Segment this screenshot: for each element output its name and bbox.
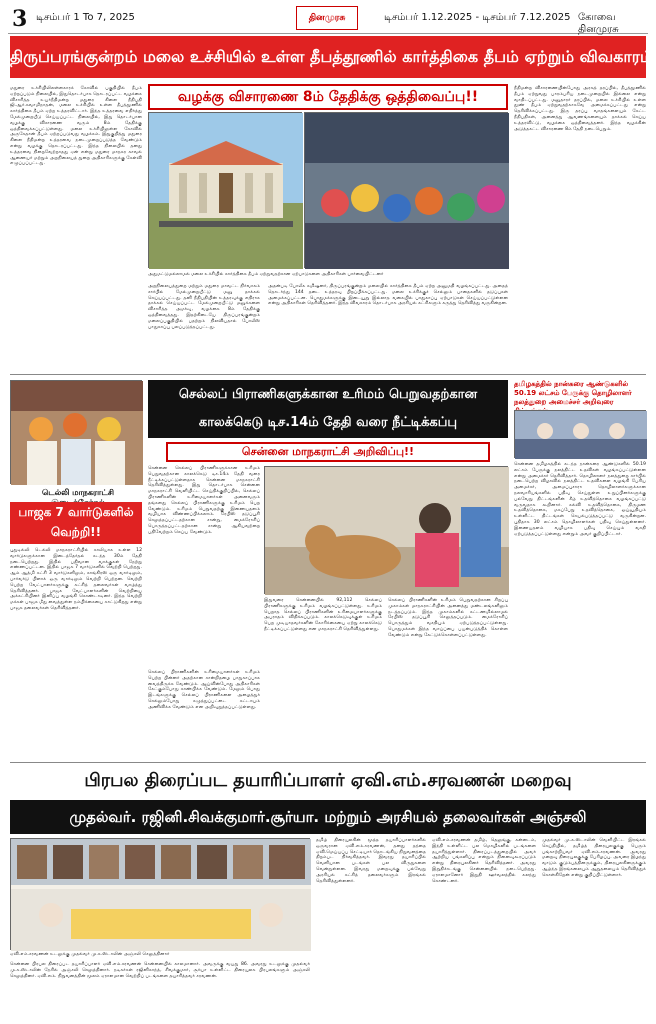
story1-column-1: மதுரை உச்சியிலிலள்ளகாரக் கோவில் பகுதியில் தீபம் ஏற்றப்படும் நிலையில், இதுதொடர்பாக தொடரப்பட்ட வழக்கை விசாரித்த உயர்நீதிமன்ற மதுரை கிளை நீதிபதி ஜி.ஆர்.சுவாமிநாதன், மலை உச்சியில் உள்ள தீபத்தூணில் கார்த்திகை தீபம் ஏற்ற உத்தரவிட்டார். இந்த உத்தரவை எதிர்த்து மேல்முறையீடு செய்யப்பட்ட நிலையில், இது தொடர்பான வழக்கு விசாரணை வரும் 8ம் தேதிக்கு ஒத்திவைக்கப்பட்டுள்ளது. மலை உச்சியிலுள்ள கோவில் அருகேதான் தீபம் ஏற்றப்படுவது வழக்கம். இதுகுறித்து மதுரை கிளை நீதிமன்ற உத்தரவை நடைமுறைப்படுத்த வேண்டும் என்று வழக்கு தொடரப்பட்டது. இந்த நிலையில் தனது உத்தரவை நிறைவேற்றாதது ஏன் என்று மதுரை மாநகர காவல் ஆணையர் மற்றும் அறநிலையத் துறை அதிகாரிகளுக்கு கேள்வி எழுப்பப்பட்டது. — [10, 86, 142, 167]
story1-photo-court — [148, 112, 302, 268]
story2-headline: செல்லப் பிராணிகளுக்கான உரிமம் பெறுவதற்கான காலக்கெடு டிச.14ம் தேதி வரை நீட்டிக்கப்பு — [148, 380, 508, 438]
story1-photo-caption: அதுமட்டுமல்லாமல் மலை உச்சியில் கார்த்திகை தீபம் ஏற்றுவதற்கான ஏற்பாடுகளை அதிகாரிகள் பார்வையிட்டனர் — [148, 272, 384, 277]
story4-headline: தமிழகத்தில் நான்கரை ஆண்டுகளில் 50.19 லட்சம் பேருக்கு தொழிலாளர் நலத்துறை அமைச்சர் அறிவுரை — [514, 380, 632, 406]
page-masthead — [8, 4, 648, 34]
story1-column-4: நீதிமன்ற விசாரணையின்போது அரசுத் தரப்பில், தீபத்தூணில் தீபம் ஏற்றுவது பாரம்பரிய நடைமுறையில் இல்லை என்று வாதிடப்பட்டது. மனுதாரர் தரப்பில், மலை உச்சியில் உள்ள தூண் தீபம் ஏற்றுவதற்காகவே அமைக்கப்பட்டது என்று தெரிவிக்கப்பட்டது. இரு தரப்பு வாதங்களையும் கேட்ட நீதிபதிகள், அனைத்து ஆவணங்களையும் தாக்கல் செய்ய உத்தரவிட்டு, வழக்கை ஒத்திவைத்தனர். இந்த வழக்கின் அடுத்தகட்ட விசாரணை 8ம் தேதி நடைபெறும். — [514, 86, 646, 132]
story2-photo — [264, 466, 508, 594]
story2-column-1: சென்னை செல்லப் பிராணிகளுக்கான உரிமம் பெறுவதற்கான காலக்கெடு டிச.14ம் தேதி வரை நீட்டிக்கப்பட்டுள்ளதாக சென்னை மாநகராட்சி தெரிவித்துள்ளது. இது தொடர்பாக சென்னை மாநகராட்சி வெளியிட்ட செய்திக்குறிப்பில், செல்லப் பிராணிகளின் உரிமையாளர்கள் அனைவரும் தங்களது செல்லப் பிராணிகளுக்கு உரிமம் பெற வேண்டும். உரிமம் பெறுவதற்கு இணையதளம் வழியாக விண்ணப்பிக்கலாம். ரேபிஸ் தடுப்பூசி செலுத்தப்பட்டதற்கான சான்று, மைக்ரோசிப் பொருத்தப்பட்டதற்கான சான்று ஆகியவற்றை பதிவேற்றம் செய்ய வேண்டும். — [148, 466, 260, 535]
story1-column-3: அதன்படி போலீசு கமிஷனர், திருப்பரங்குன்றம் மலையில் கார்த்திகை தீபம் ஏற்ற அனுமதி வழங்கப்பட்டது. அதைத் தொடர்ந்து 144 தடை உத்தரவு பிறப்பிக்கப்பட்டது. மலை உச்சிக்குச் செல்லும் பாதைகளில் தடுப்புகள் அமைக்கப்பட்டன. பொதுமக்களுக்கு இடையூறு இல்லாத வகையில் பாதுகாப்பு ஏற்பாடுகள் செய்யப்பட்டுள்ளன என்று அதிகாரிகள் தெரிவித்தனர். இந்த விவகாரம் தொடர்பாக அரசியல் கட்சிகளும் கருத்து தெரிவித்து வருகின்றன. — [268, 284, 508, 307]
story3-body: புதுடில்லி டெல்லி மாநகராட்சியில் காலியாக உள்ள 12 வார்டுகளுக்கான இடைத்தேர்தல் கடந்த 30ம் தேதி நடைபெற்றது. இதில் பதிவான வாக்குகள் நேற்று எண்ணப்பட்டன. இதில் பாஜக 7 வார்டுகளில் வெற்றி பெற்றது. ஆம் ஆத்மி கட்சி 3 வார்டுகளிலும், காங்கிரஸ் ஒரு வார்டிலும், பார்வர்டு பிளாக் ஒரு வார்டிலும் வெற்றி பெற்றன. வெற்றி பெற்ற வேட்பாளர்களுக்கு கட்சித் தலைவர்கள் வாழ்த்து தெரிவித்தனர். பாஜக வேட்பாளர்களின் வெற்றியை அக்கட்சியினர் இனிப்பு வழங்கி கொண்டாடினர். இந்த வெற்றி மக்கள் பாஜக மீது வைத்துள்ள நம்பிக்கையை காட்டுகிறது என்று பாஜக தலைவர்கள் தெரிவித்தனர். — [10, 548, 142, 611]
story5-headline: பிரபல திரைப்பட தயாரிப்பாளர் ஏவி.எம்.சரவணன் மறைவு — [84, 770, 572, 791]
story3-subhead: பாஜக 7 வார்டுகளில் வெற்றி!! — [10, 502, 142, 544]
story1-kicker: வழக்கு விசாரணை 8ம் தேதிக்கு ஒத்திவைப்பு!! — [148, 84, 508, 110]
story4-body: சென்னை தமிழகத்தில் கடந்த நான்கரை ஆண்டுகளில் 50.19 லட்சம் பேருக்கு நலத்திட்ட உதவிகள் வழங்கப்பட்டுள்ளன என்று அமைச்சர் தெரிவித்தார். தொழிலாளர் நலத்துறை சார்பில் நடைபெற்ற விழாவில் நலத்திட்ட உதவிகளை வழங்கி பேசிய அமைச்சர், அமைப்புசாரா தொழிலாளர்களுக்கான நலவாரியங்களில் பதிவு செய்துள்ள உறுப்பினர்களுக்கு பல்வேறு திட்டங்களின் கீழ் உதவித்தொகை வழங்கப்பட்டு வருவதாக கூறினார். கல்வி உதவித்தொகை, திருமண உதவித்தொகை, மகப்பேறு உதவித்தொகை, ஓய்வூதியம் உள்ளிட்ட திட்டங்கள் செயல்படுத்தப்பட்டு வருகின்றன. புதிதாக 30 லட்சம் தொழிலாளர்கள் பதிவு செய்துள்ளனர். இணையதளம் வழியாக பதிவு செய்யும் வசதி ஏற்படுத்தப்பட்டுள்ளது என்றும் அவர் குறிப்பிட்டார். — [514, 462, 646, 537]
story4-photo — [514, 410, 646, 458]
story5-subhead: முதல்வர். ரஜினி.சிவக்குமார்.சூர்யா. மற்றும் அரசியல் தலைவர்கள் அஞ்சலி — [10, 800, 646, 834]
story3-photo — [10, 380, 142, 484]
left-dateline: டிசம்பர் 1 To 7, 2025 — [36, 12, 135, 23]
story2-column-3: செல்லப் பிராணிகளின் உரிமம் பெறுவதற்கான சிறப்பு முகாம்கள் மாநகராட்சியின் அனைத்து மண்டலங்களிலும் நடத்தப்படும். இந்த முகாம்களில் கட்டணமில்லாமல் ரேபிஸ் தடுப்பூசி செலுத்தப்படும். மைக்ரோசிப் பொருத்தும் வசதியும் ஏற்படுத்தப்பட்டுள்ளது. பொதுமக்கள் இந்த வாய்ப்பை பயன்படுத்திக் கொள்ள வேண்டும் என்று கேட்டுக்கொள்ளப்பட்டுள்ளது. — [388, 598, 508, 638]
story5-column-4: முதல்வர் மு.க.ஸ்டாலின் வெளியிட்ட இரங்கல் செய்தியில், தமிழ்த் திரையுலகுக்கு பெரும் பங்காற்றியவர் ஏவி.எம்.சரவணன். அவரது மறைவு திரையுலகுக்கு பேரிழப்பு. அவரை இழந்து வாடும் குடும்பத்தினருக்கும், திரையுலகினருக்கும் ஆழ்ந்த இரங்கலையும் ஆறுதலையும் தெரிவித்துக் கொள்கிறேன் என்று குறிப்பிட்டுள்ளார். — [542, 838, 646, 878]
newspaper-logo: தினமுரசு — [296, 6, 358, 30]
story3-headline: டெல்லி மாநகராட்சி — [42, 488, 114, 497]
story5-column-1: சென்னை பிரபல திரைப்பட தயாரிப்பாளர் ஏவி.எம்.சரவணன் சென்னையில் காலமானார். அவருக்கு வயது 86. அவரது உடலுக்கு முதல்வர் மு.க.ஸ்டாலின் நேரில் அஞ்சலி செலுத்தினார். நடிகர்கள் ரஜினிகாந்த், சிவக்குமார், சூர்யா உள்ளிட்ட திரையுலக பிரபலங்களும் அஞ்சலி செலுத்தினர். ஏவி.எம். நிறுவனத்தின் மூலம் ஏராளமான வெற்றிப் படங்களை தயாரித்தவர் சரவணன். — [10, 962, 310, 979]
story5-column-2: தமிழ் திரையுலகின் மூத்த தயாரிப்பாளர்களில் ஒருவரான ஏவி.எம்.சரவணன், தனது தந்தை ஏவி.மெய்யப்ப செட்டியார் தொடங்கிய நிறுவனத்தை திறம்பட நிர்வகித்தவர். இவரது தயாரிப்பில் வெளியான படங்கள் பல விருதுகளை வென்றுள்ளன. இவரது மறைவுக்கு பல்வேறு அரசியல் கட்சித் தலைவர்களும் இரங்கல் தெரிவித்துள்ளனர். — [316, 838, 426, 884]
section-divider-1 — [10, 374, 646, 375]
story1-photo-crowd — [304, 112, 508, 268]
edition-name: கோவை தினமுரசு — [578, 12, 619, 35]
story5-photo-caption: ஏவி.எம்.சரவணன் உடலுக்கு முதல்வர் மு.க.ஸ்டாலின் அஞ்சலி செலுத்தினார் — [10, 952, 170, 957]
story1-column-2: அறநிலையத்துறை மற்றும் மதுரை மாவட்ட நிர்வாகம் சார்பில் மேல்முறையீட்டு மனு தாக்கல் செய்யப்பட்டது. தனி நீதிபதியின் உத்தரவுக்கு எதிராக தாக்கல் செய்யப்பட்ட மேல்முறையீட்டு மனுக்களை விசாரித்த அமர்வு, வழக்கை 8ம் தேதிக்கு ஒத்திவைத்தது. இதற்கிடையே திருப்பரங்குன்றம் மலைப்பகுதியில் பதற்றம் நிலவியதால் போலீஸ் பாதுகாப்பு பலப்படுத்தப்பட்டது. — [148, 284, 260, 330]
page-number: 3 — [12, 6, 28, 32]
story5-column-3: ஏவி.எம்.சரவணன் தமிழ், தெலுங்கு, கன்னடம், இந்தி உள்ளிட்ட பல மொழிகளில் படங்களை தயாரித்துள்ளார். திரைப்படத்துறையில் அவர் ஆற்றிய பங்களிப்பு என்றும் நினைவுகூரப்படும் என்று திரையுலகினர் தெரிவித்தனர். அவரது இறுதிச்சடங்கு சென்னையில் நடைபெற்றது. ஏராளமானோர் இறுதி ஊர்வலத்தில் கலந்து கொண்டனர். — [432, 838, 536, 884]
story5-photo — [10, 838, 310, 950]
right-dateline: டிசம்பர் 1.12.2025 - டிசம்பர் 7.12.2025 — [384, 12, 571, 23]
story2-column-4: செல்லப் பிராணிகளின் உரிமையாளர்கள் உரிமம் பெற்ற பின்னர் அதற்கான சான்றிதழை பாதுகாப்பாக வைத்திருக்க வேண்டும். ஆய்வின்போது அதிகாரிகள் கேட்கும்போது காண்பிக்க வேண்டும். மேலும் பொது இடங்களுக்கு செல்லப் பிராணிகளை அழைத்துச் செல்லும்போது கழுத்துப்பட்டை கட்டாயம் அணிவிக்க வேண்டும் என அறிவுறுத்தப்பட்டுள்ளது. — [148, 670, 260, 710]
section-divider-2 — [10, 762, 646, 763]
story2-column-2: இதுவரை சென்னையில் 92,112 செல்லப் பிராணிகளுக்கு உரிமம் வழங்கப்பட்டுள்ளது. உரிமம் பெறாத செல்லப் பிராணிகளின் உரிமையாளர்களுக்கு அபராதம் விதிக்கப்படும். காலக்கெடுவுக்குள் உரிமம் பெற முடியாதவர்களின் கோரிக்கையை ஏற்று காலக்கெடு நீட்டிக்கப்பட்டுள்ளது என மாநகராட்சி தெரிவித்துள்ளது. — [264, 598, 382, 632]
story2-subhead: சென்னை மாநகராட்சி அறிவிப்பு!! — [166, 442, 490, 462]
story1-headline: திருப்பரங்குன்றம் மலை உச்சியில் உள்ள தீபத்தூணில் கார்த்திகை தீபம் ஏற்றும் விவகாரம் — [10, 36, 646, 78]
